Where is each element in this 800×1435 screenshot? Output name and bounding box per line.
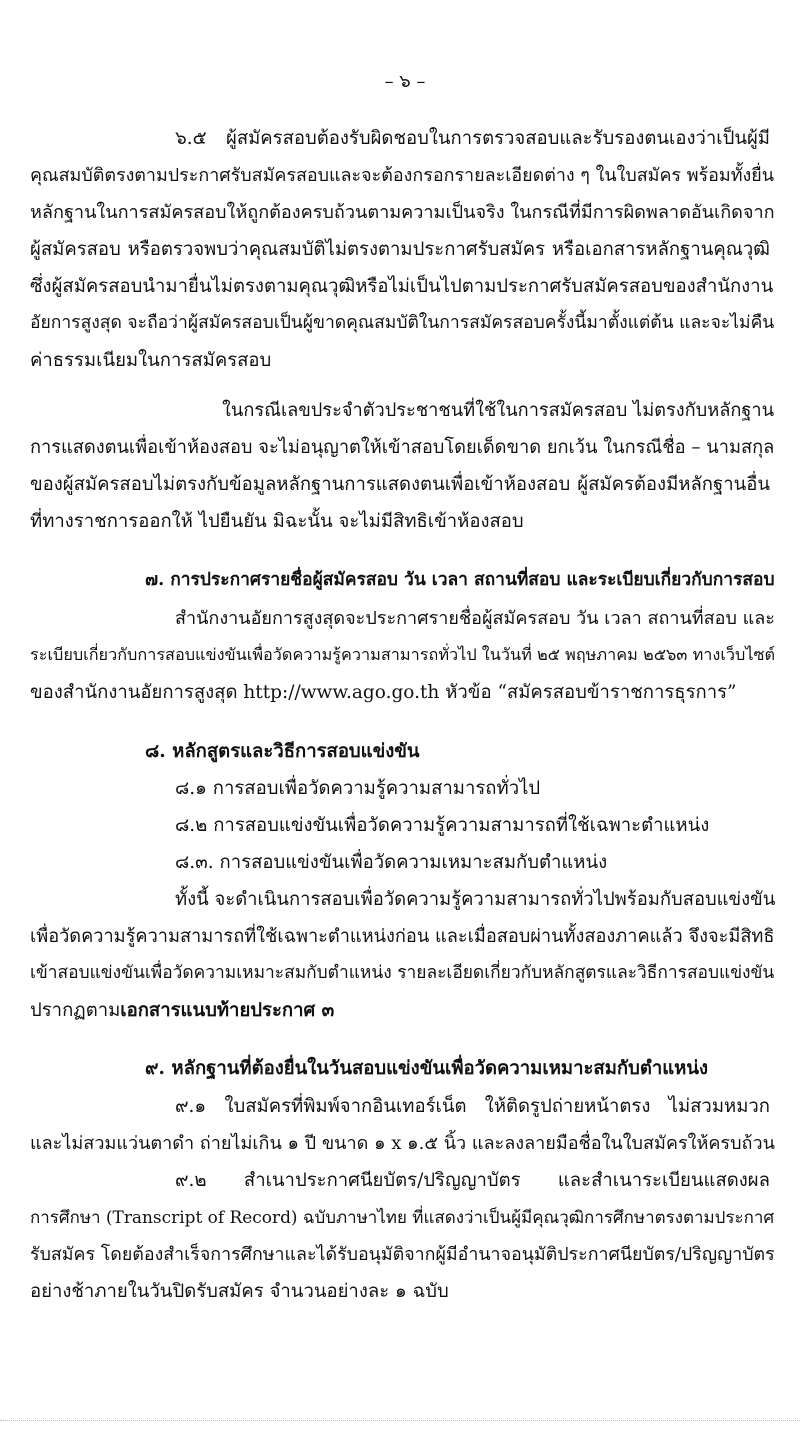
- scan-edge-divider: [0, 1420, 800, 1421]
- paragraph-line: รับสมัคร โดยต้องสำเร็จการศึกษาและได้รับอนุมัติจากผู้มีอำนาจอนุมัติประกาศนียบัตร/ปริญญาบัตร: [30, 1244, 775, 1265]
- paragraph-line: คุณสมบัติตรงตามประกาศรับสมัครสอบและจะต้องกรอกรายละเอียดต่าง ๆ ในใบสมัคร พร้อมทั้งยื่น: [30, 165, 774, 186]
- paragraph-line: หลักฐานในการสมัครสอบให้ถูกต้องครบถ้วนตามความเป็นจริง ในกรณีที่มีการผิดพลาดอันเกิดจาก: [30, 202, 775, 223]
- paragraph-line: เข้าสอบแข่งขันเพื่อวัดความเหมาะสมกับตำแหน่ง รายละเอียดเกี่ยวกับหลักสูตรและวิธีการสอบแข่งขัน: [30, 963, 775, 983]
- paragraph-line: ทั้งนี้ จะดำเนินการสอบเพื่อวัดความรู้ความสามารถทั่วไปพร้อมกับสอบแข่งขัน: [175, 889, 776, 910]
- paragraph-line: ๙.๑ ใบสมัครที่พิมพ์จากอินเทอร์เน็ต ให้ติดรูปถ่ายหน้าตรง ไม่สวมหมวก: [175, 1096, 770, 1117]
- section-heading: ๗. การประกาศรายชื่อผู้สมัครสอบ วัน เวลา สถานที่สอบ และระเบียบเกี่ยวกับการสอบ: [145, 570, 775, 590]
- paragraph-line: สำนักงานอัยการสูงสุดจะประกาศรายชื่อผู้สมัครสอบ วัน เวลา สถานที่สอบ และ: [175, 608, 775, 629]
- paragraph-line: ของผู้สมัครสอบไม่ตรงกับข้อมูลหลักฐานการแสดงตนเพื่อเข้าห้องสอบ ผู้สมัครต้องมีหลักฐานอื่น: [30, 474, 770, 495]
- paragraph-line: อย่างช้าภายในวันปิดรับสมัคร จำนวนอย่างละ ๑ ฉบับ: [30, 1281, 449, 1302]
- paragraph-line: ๙.๒ สำเนาประกาศนียบัตร/ปริญญาบัตร และสำเนาระเบียนแสดงผล: [175, 1170, 770, 1191]
- paragraph-line: ที่ทางราชการออกให้ ไปยืนยัน มิฉะนั้น จะไม่มีสิทธิเข้าห้องสอบ: [30, 511, 524, 532]
- paragraph-line: ระเบียบเกี่ยวกับการสอบแข่งขันเพื่อวัดความรู้ความสามารถทั่วไป ในวันที่ ๒๕ พฤษภาคม ๒๕๖๓ ทางเว็บไซต์: [30, 645, 776, 664]
- paragraph-line: ในกรณีเลขประจำตัวประชาชนที่ใช้ในการสมัครสอบ ไม่ตรงกับหลักฐาน: [222, 400, 775, 421]
- list-item: ๘.๒ การสอบแข่งขันเพื่อวัดความรู้ความสามารถที่ใช้เฉพาะตำแหน่ง: [175, 815, 710, 836]
- paragraph-line: การศึกษา (Transcript of Record) ฉบับภาษาไทย ที่แสดงว่าเป็นผู้มีคุณวุฒิการศึกษาตรงตามประกาศ: [30, 1207, 775, 1227]
- paragraph-line: ผู้สมัครสอบ หรือตรวจพบว่าคุณสมบัติไม่ตรงตามประกาศรับสมัคร หรือเอกสารหลักฐานคุณวุฒิ: [30, 239, 770, 260]
- paragraph-line: อัยการสูงสุด จะถือว่าผู้สมัครสอบเป็นผู้ขาดคุณสมบัติในการสมัครสอบครั้งนี้มาตั้งแต่ต้น และจะไม่คืน: [30, 313, 775, 333]
- paragraph-line: [30, 1002, 334, 1021]
- reference-prefix: ปรากฏตาม: [30, 1000, 121, 1021]
- paragraph-line: การแสดงตนเพื่อเข้าห้องสอบ จะไม่อนุญาตให้เข้าสอบโดยเด็ดขาด ยกเว้น ในกรณีชื่อ – นามสกุล: [30, 437, 775, 458]
- section-heading: ๙. หลักฐานที่ต้องยื่นในวันสอบแข่งขันเพื่อวัดความเหมาะสมกับตำแหน่ง: [145, 1058, 709, 1079]
- list-item: ๘.๓. การสอบแข่งขันเพื่อวัดความเหมาะสมกับตำแหน่ง: [175, 852, 608, 873]
- paragraph-line: ๖.๕ ผู้สมัครสอบต้องรับผิดชอบในการตรวจสอบและรับรองตนเองว่าเป็นผู้มี: [175, 128, 770, 149]
- paragraph-line: ของสำนักงานอัยการสูงสุด http://www.ago.go.th หัวข้อ “สมัครสอบข้าราชการธุรการ”: [30, 682, 737, 703]
- paragraph-line: ค่าธรรมเนียมในการสมัครสอบ: [30, 350, 272, 371]
- list-item: ๘.๑ การสอบเพื่อวัดความรู้ความสามารถทั่วไป: [175, 778, 541, 799]
- attachment-reference: เอกสารแนบท้ายประกาศ ๓: [120, 1000, 335, 1021]
- paragraph-line: เพื่อวัดความรู้ความสามารถที่ใช้เฉพาะตำแหน่งก่อน และเมื่อสอบผ่านทั้งสองภาคแล้ว จึงจะมีสิทธิ: [30, 926, 775, 947]
- section-heading: ๘. หลักสูตรและวิธีการสอบแข่งขัน: [145, 741, 420, 762]
- paragraph-line: ซึ่งผู้สมัครสอบนำมายื่นไม่ตรงตามคุณวุฒิหรือไม่เป็นไปตามประกาศรับสมัครสอบของสำนักงาน: [30, 276, 774, 297]
- paragraph-line: และไม่สวมแว่นตาดำ ถ่ายไม่เกิน ๑ ปี ขนาด ๑ x ๑.๕ นิ้ว และลงลายมือชื่อในใบสมัครให้ครบถ้วน: [30, 1133, 775, 1154]
- page-number: – ๖ –: [384, 71, 426, 92]
